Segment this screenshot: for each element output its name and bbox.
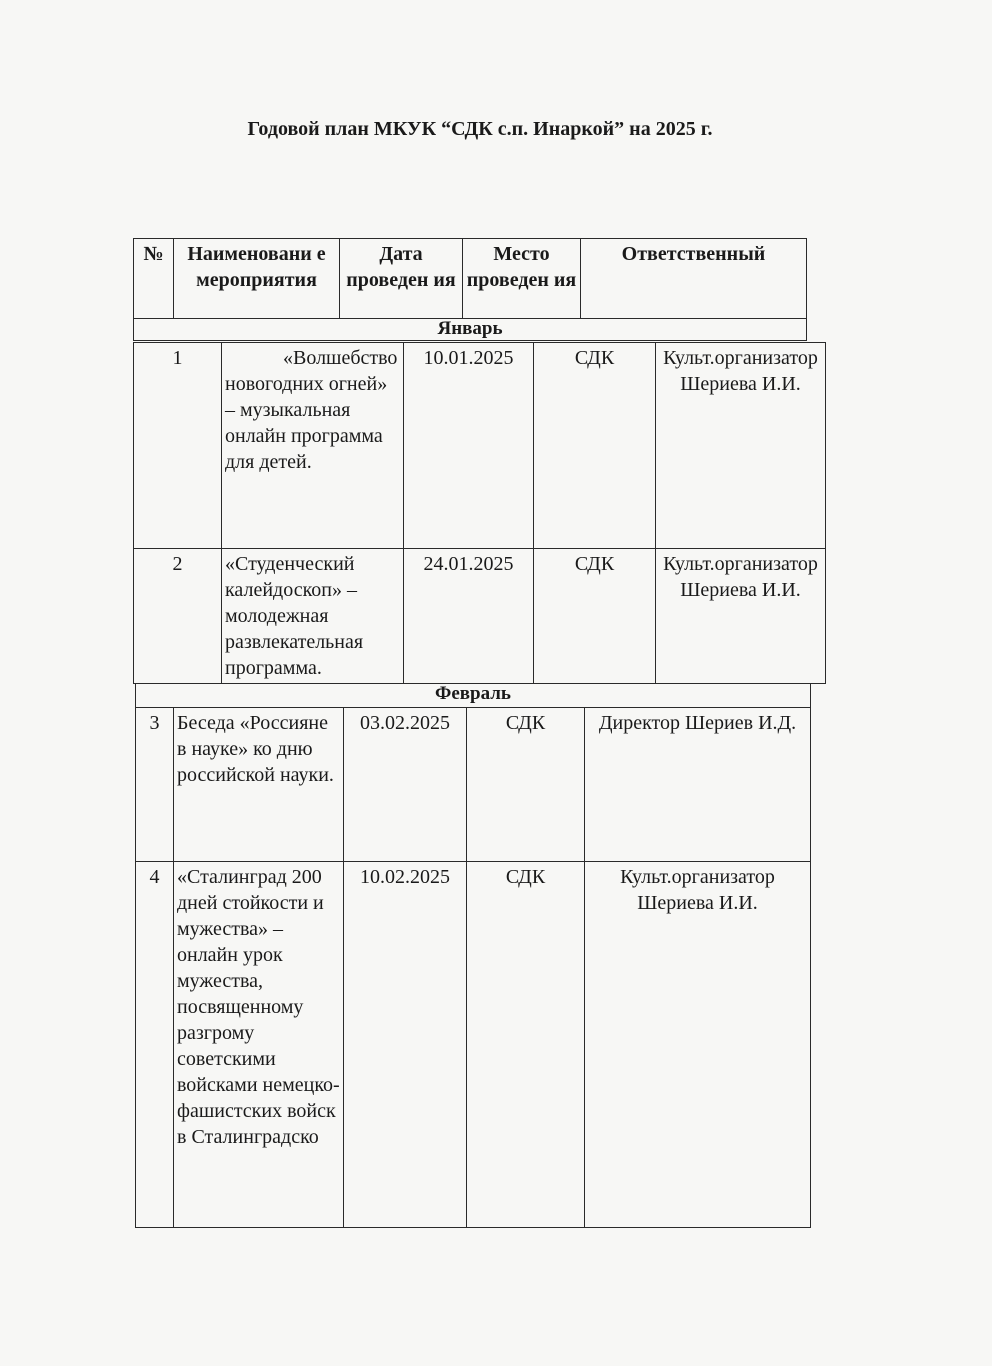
event-name: Беседа «Россияне в науке» ко дню российской науки.	[174, 708, 344, 862]
row-number: 2	[134, 549, 222, 684]
header-table	[133, 238, 807, 341]
event-date: 03.02.2025	[344, 708, 467, 862]
event-place: СДК	[534, 343, 656, 549]
header-row	[134, 239, 807, 319]
month-label-february: Февраль	[136, 684, 811, 708]
event-name	[174, 862, 344, 1228]
row-number: 1	[134, 343, 222, 549]
month-row-january	[134, 319, 807, 341]
row-number: 3	[136, 708, 174, 862]
page-title: Годовой план МКУК “СДК с.п. Инаркой” на 2025 г.	[247, 118, 713, 140]
month-label-january: Январь	[134, 319, 807, 341]
event-place: СДК	[534, 549, 656, 684]
event-responsible: Культ.организатор Шериева И.И.	[656, 343, 826, 549]
month-row-february	[136, 684, 811, 708]
event-responsible: Культ.организатор Шериева И.И.	[585, 862, 811, 1228]
header-responsible: Ответственный	[581, 239, 807, 319]
event-name: «Волшебство новогодних огней» – музыкальная онлайн программа для детей.	[222, 343, 404, 549]
header-date: Дата проведен ия	[340, 239, 463, 319]
table-row	[136, 862, 811, 1228]
header-num: №	[134, 239, 174, 319]
row-number: 4	[136, 862, 174, 1228]
event-place: СДК	[467, 708, 585, 862]
event-date: 10.01.2025	[404, 343, 534, 549]
event-place: СДК	[467, 862, 585, 1228]
table-row	[134, 549, 826, 684]
header-place: Место проведен ия	[463, 239, 581, 319]
january-table	[133, 342, 826, 684]
event-name-text: «Сталинград 200 дней стойкости и мужества» – онлайн урок мужества, посвященному разгрому советскими войсками немецко-фашистских войск в Сталинградско	[177, 866, 340, 1148]
table-row	[134, 343, 826, 549]
february-table	[135, 683, 811, 1228]
event-responsible: Культ.организатор Шериева И.И.	[656, 549, 826, 684]
event-name: «Студенческий калейдоскоп» – молодежная развлекательная программа.	[222, 549, 404, 684]
event-responsible: Директор Шериев И.Д.	[585, 708, 811, 862]
header-name: Наименовани е мероприятия	[174, 239, 340, 319]
event-date: 24.01.2025	[404, 549, 534, 684]
event-date: 10.02.2025	[344, 862, 467, 1228]
table-row	[136, 708, 811, 862]
